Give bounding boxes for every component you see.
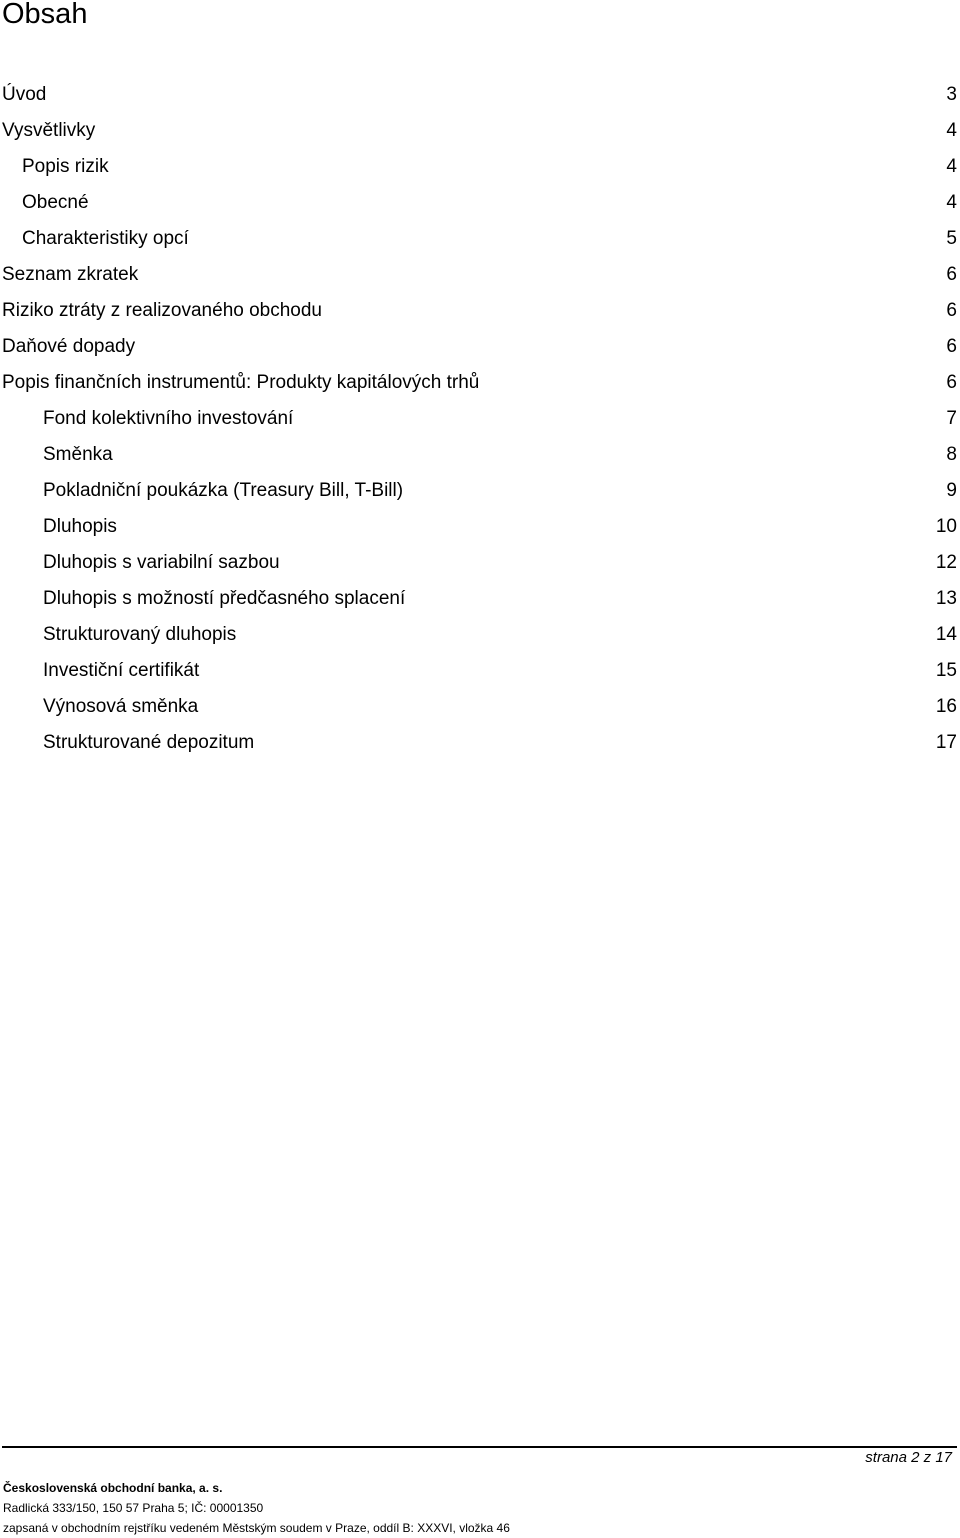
toc-entry[interactable] bbox=[0, 725, 960, 761]
toc-entry-label: Popis rizik bbox=[22, 156, 109, 177]
toc-entry-page: 3 bbox=[946, 84, 957, 105]
toc-entry-label: Dluhopis s variabilní sazbou bbox=[43, 552, 280, 573]
toc-entry-page: 4 bbox=[946, 156, 957, 177]
footer-registry: zapsaná v obchodním rejstříku vedeném Městským soudem v Praze, oddíl B: XXXVI, vložka 46 bbox=[3, 1521, 510, 1535]
toc-entry-label: Dluhopis bbox=[43, 516, 117, 537]
toc-entry[interactable] bbox=[0, 221, 960, 257]
toc-entry-page: 8 bbox=[946, 444, 957, 465]
toc-entry-label: Strukturované depozitum bbox=[43, 732, 255, 753]
toc-entry-label: Výnosová směnka bbox=[43, 696, 199, 717]
toc-entry[interactable] bbox=[0, 689, 960, 725]
footer-company: Československá obchodní banka, a. s. bbox=[3, 1481, 223, 1495]
toc-entry-label: Obecné bbox=[22, 192, 89, 213]
toc-entry-label: Daňové dopady bbox=[2, 336, 136, 357]
toc-entry[interactable] bbox=[0, 185, 960, 221]
toc-entry-page: 4 bbox=[946, 120, 957, 141]
toc-entry-page: 12 bbox=[935, 552, 957, 573]
toc-entry-page: 14 bbox=[935, 624, 957, 645]
toc-entry-page: 15 bbox=[935, 660, 957, 681]
toc-entry-page: 6 bbox=[946, 336, 957, 357]
toc-entry[interactable] bbox=[0, 293, 960, 329]
toc-entry-page: 10 bbox=[935, 516, 957, 537]
toc-entry[interactable] bbox=[0, 113, 960, 149]
toc-entry-label: Popis finančních instrumentů: Produkty kapitálových trhů bbox=[2, 372, 480, 393]
toc-entry[interactable] bbox=[0, 329, 960, 365]
page-number: strana 2 z 17 bbox=[865, 1449, 952, 1466]
toc-entry-page: 6 bbox=[946, 300, 957, 321]
toc-entry[interactable] bbox=[0, 365, 960, 401]
toc-entry-page: 13 bbox=[935, 588, 957, 609]
toc-entry[interactable] bbox=[0, 149, 960, 185]
toc-entry[interactable] bbox=[0, 545, 960, 581]
toc-entry-label: Směnka bbox=[43, 444, 113, 465]
toc-entry[interactable] bbox=[0, 77, 960, 113]
toc-entry-label: Úvod bbox=[2, 84, 47, 105]
toc-entry-label: Vysvětlivky bbox=[2, 120, 96, 141]
toc-entry[interactable] bbox=[0, 617, 960, 653]
toc-entry-page: 17 bbox=[935, 732, 957, 753]
toc-entry-page: 7 bbox=[946, 408, 957, 429]
toc-entry-label: Riziko ztráty z realizovaného obchodu bbox=[2, 300, 323, 321]
toc-entry-page: 16 bbox=[935, 696, 957, 717]
toc-entry-label: Seznam zkratek bbox=[2, 264, 139, 285]
toc-entry[interactable] bbox=[0, 581, 960, 617]
toc-entry[interactable] bbox=[0, 437, 960, 473]
toc-entry[interactable] bbox=[0, 653, 960, 689]
toc-entry-label: Dluhopis s možností předčasného splacení bbox=[43, 588, 406, 609]
footer-divider bbox=[2, 1446, 957, 1448]
toc-entry[interactable] bbox=[0, 509, 960, 545]
table-of-contents bbox=[0, 77, 960, 761]
toc-entry-page: 5 bbox=[946, 228, 957, 249]
toc-entry-label: Strukturovaný dluhopis bbox=[43, 624, 237, 645]
toc-entry-page: 6 bbox=[946, 264, 957, 285]
toc-entry-label: Investiční certifikát bbox=[43, 660, 200, 681]
toc-entry[interactable] bbox=[0, 401, 960, 437]
footer-address: Radlická 333/150, 150 57 Praha 5; IČ: 00001350 bbox=[3, 1501, 264, 1515]
page-title: Obsah bbox=[2, 0, 88, 30]
toc-entry-label: Pokladniční poukázka (Treasury Bill, T-Bill) bbox=[43, 480, 404, 501]
toc-entry-page: 9 bbox=[946, 480, 957, 501]
toc-entry-page: 4 bbox=[946, 192, 957, 213]
toc-entry-page: 6 bbox=[946, 372, 957, 393]
toc-entry[interactable] bbox=[0, 473, 960, 509]
toc-entry-label: Charakteristiky opcí bbox=[22, 228, 189, 249]
toc-entry-label: Fond kolektivního investování bbox=[43, 408, 294, 429]
toc-entry[interactable] bbox=[0, 257, 960, 293]
footer bbox=[3, 1479, 510, 1538]
